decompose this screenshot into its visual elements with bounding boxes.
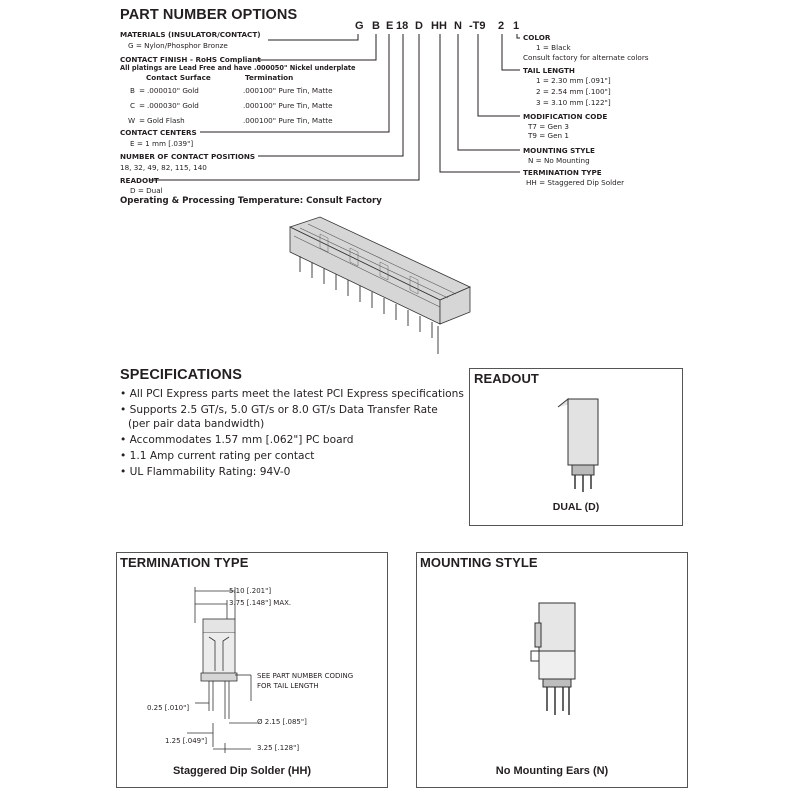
- readout-value: D = Dual: [130, 186, 163, 195]
- materials-value: G = Nylon/Phosphor Bronze: [128, 41, 228, 50]
- termination-box-title: TERMINATION TYPE: [120, 555, 249, 570]
- finish-code: C: [130, 101, 136, 110]
- code-materials: G: [355, 20, 364, 32]
- termination-box-caption: Staggered Dip Solder (HH): [172, 765, 312, 777]
- modification-option: T9 = Gen 1: [528, 131, 569, 140]
- finish-term: .000100" Pure Tin, Matte: [243, 101, 333, 110]
- termination-heading: TERMINATION TYPE: [523, 168, 602, 177]
- centers-value: E = 1 mm [.039"]: [130, 139, 194, 148]
- dim-pitch-1: 1.25 [.049"]: [165, 737, 208, 745]
- finish-surface: Gold Flash: [147, 116, 185, 125]
- readout-box-caption: DUAL (D): [552, 501, 600, 513]
- readout-dual-drawing: [548, 393, 608, 493]
- color-value: 1 = Black: [536, 43, 571, 52]
- finish-heading: CONTACT FINISH - RoHS Compliant: [120, 55, 261, 64]
- tail-option: 1 = 2.30 mm [.091"]: [536, 76, 611, 85]
- spec-item: • Accommodates 1.57 mm [.062"] PC board: [120, 434, 354, 446]
- modification-heading: MODIFICATION CODE: [523, 112, 608, 121]
- finish-term: .000100" Pure Tin, Matte: [243, 86, 333, 95]
- dim-pitch-2: 3.25 [.128"]: [257, 744, 300, 752]
- finish-surface: .000010" Gold: [147, 86, 199, 95]
- finish-col-surface: Contact Surface: [146, 73, 211, 82]
- mounting-box-caption: No Mounting Ears (N): [495, 765, 609, 777]
- dim-note-2: FOR TAIL LENGTH: [257, 682, 319, 690]
- code-mounting: N: [454, 20, 462, 32]
- tail-heading: TAIL LENGTH: [523, 66, 575, 75]
- finish-code: W: [128, 116, 136, 125]
- mounting-box-title: MOUNTING STYLE: [420, 555, 538, 570]
- code-positions: 18: [396, 20, 409, 32]
- spec-item: • All PCI Express parts meet the latest PCI Express specifications: [120, 388, 464, 400]
- finish-eq: =: [139, 86, 146, 95]
- finish-eq: =: [139, 116, 146, 125]
- code-finish: B: [372, 20, 380, 32]
- operating-temp-note: Operating & Processing Temperature: Consult Factory: [120, 196, 382, 206]
- centers-heading: CONTACT CENTERS: [120, 128, 197, 137]
- code-color: 1: [513, 20, 520, 32]
- code-termination: HH: [431, 20, 447, 32]
- mounting-no-ears-drawing: [517, 593, 597, 723]
- finish-code: B: [130, 86, 135, 95]
- spec-list: [120, 387, 464, 479]
- spec-item: • UL Flammability Rating: 94V-0: [120, 466, 291, 478]
- readout-box: [469, 368, 683, 526]
- readout-box-title: READOUT: [474, 371, 539, 386]
- color-note: Consult factory for alternate colors: [523, 53, 649, 62]
- finish-note: All platings are Lead Free and have .000050" Nickel underplate: [120, 64, 356, 72]
- termination-value: HH = Staggered Dip Solder: [526, 178, 625, 187]
- dim-note-1: SEE PART NUMBER CODING: [257, 672, 354, 680]
- materials-heading: MATERIALS (INSULATOR/CONTACT): [120, 30, 261, 39]
- mounting-value: N = No Mounting: [528, 156, 590, 165]
- dim-width: 5.10 [.201"]: [229, 587, 272, 595]
- tail-option: 3 = 3.10 mm [.122"]: [536, 98, 611, 107]
- specifications-title: SPECIFICATIONS: [120, 367, 242, 383]
- positions-value: 18, 32, 49, 82, 115, 140: [120, 163, 207, 172]
- color-heading: COLOR: [523, 33, 551, 42]
- connector-illustration: [280, 212, 480, 362]
- part-number-options-title: PART NUMBER OPTIONS: [120, 7, 298, 23]
- finish-surface: .000030" Gold: [147, 101, 199, 110]
- modification-option: T7 = Gen 3: [528, 122, 569, 131]
- termination-box: [116, 552, 388, 788]
- code-modification: -T9: [469, 20, 486, 32]
- spec-item: (per pair data bandwidth): [128, 418, 265, 430]
- tail-option: 2 = 2.54 mm [.100"]: [536, 87, 611, 96]
- dim-max: 3.75 [.148"] MAX.: [229, 599, 292, 607]
- spec-item: • Supports 2.5 GT/s, 5.0 GT/s or 8.0 GT/s Data Transfer Rate: [120, 404, 438, 416]
- code-centers: E: [386, 20, 394, 32]
- mounting-box: [416, 552, 688, 788]
- spec-item: • 1.1 Amp current rating per contact: [120, 450, 315, 462]
- positions-heading: NUMBER OF CONTACT POSITIONS: [120, 152, 256, 161]
- code-readout: D: [415, 20, 423, 32]
- finish-term: .000100" Pure Tin, Matte: [243, 116, 333, 125]
- dim-diameter: Ø 2.15 [.085"]: [257, 718, 307, 726]
- dim-offset: 0.25 [.010"]: [147, 704, 190, 712]
- finish-eq: =: [139, 101, 146, 110]
- finish-col-termination: Termination: [245, 73, 294, 82]
- mounting-heading: MOUNTING STYLE: [523, 146, 595, 155]
- readout-heading: READOUT: [120, 176, 159, 185]
- code-tail: 2: [498, 20, 505, 32]
